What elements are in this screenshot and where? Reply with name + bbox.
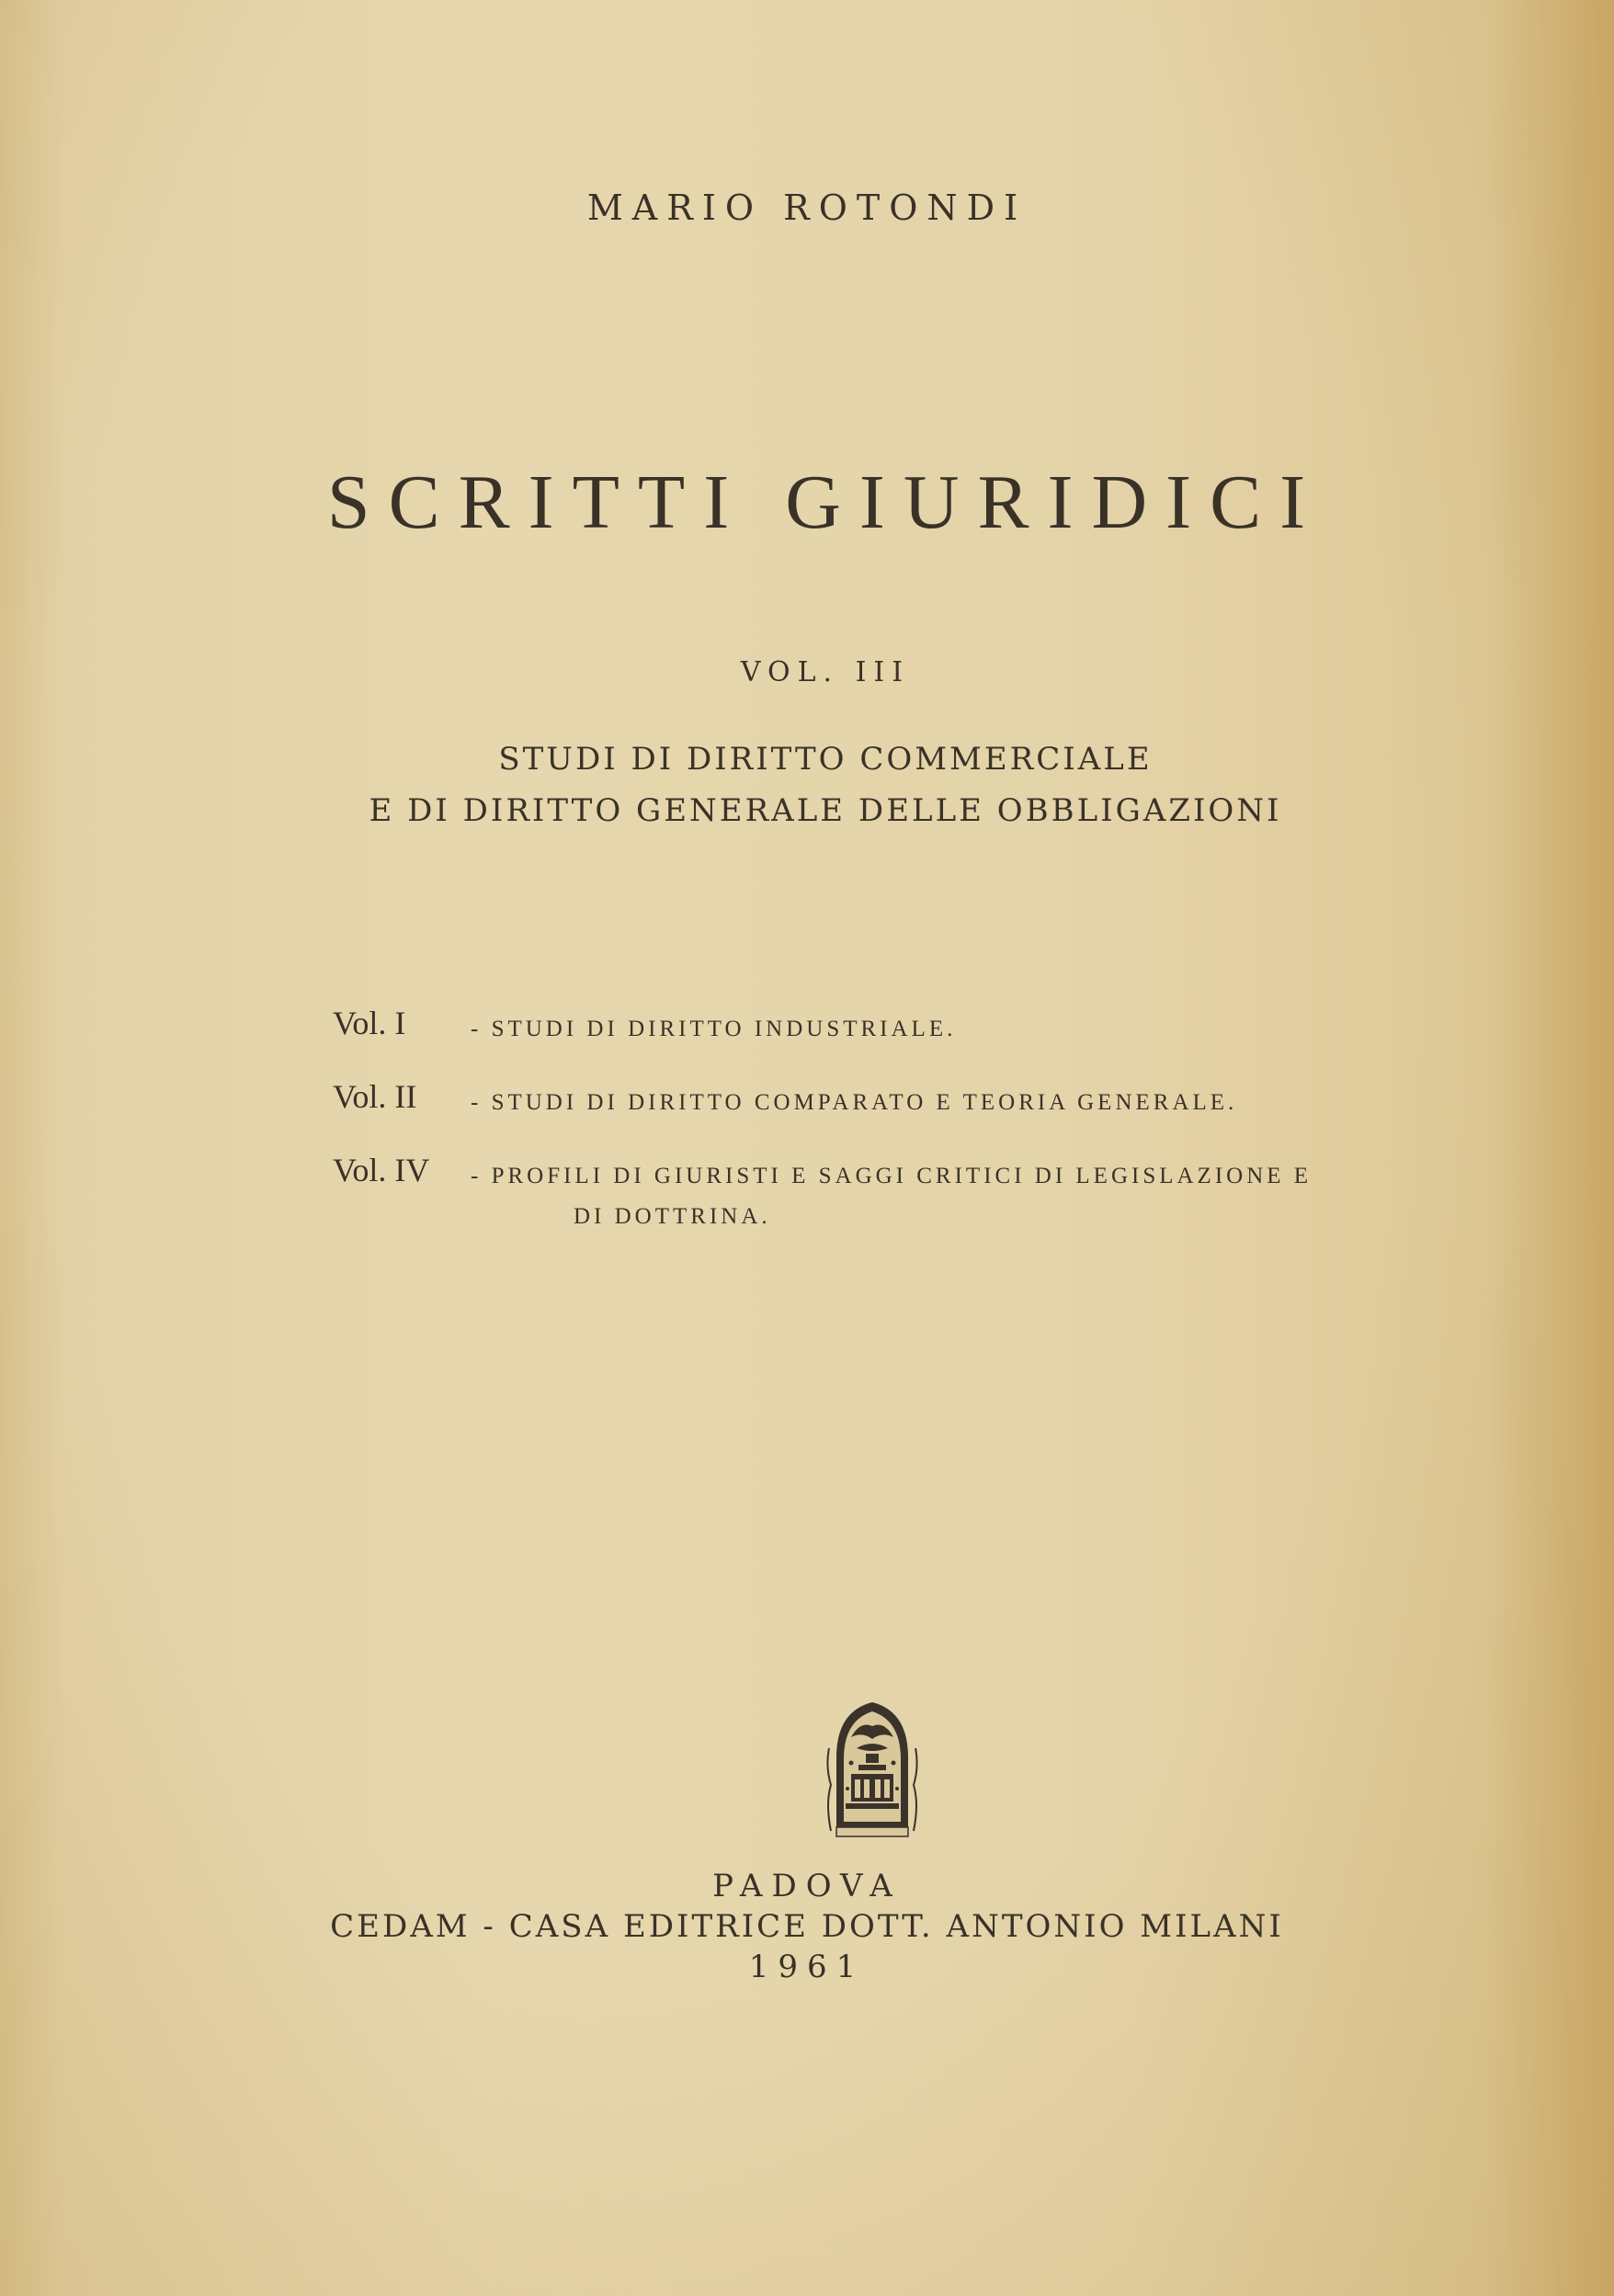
subtitle-line-1: STUDI DI DIRITTO COMMERCIALE: [498, 741, 1153, 778]
volume-label: Vol. II: [333, 1078, 417, 1115]
volume-number: VOL. III: [740, 656, 911, 688]
volume-description: - STUDI DI DIRITTO COMPARATO E TEORIA GENERALE.: [471, 1090, 1238, 1115]
author-name: MARIO ROTONDI: [586, 188, 1028, 228]
list-item: [333, 1151, 1417, 1237]
imprint-publisher: CEDAM - CASA EDITRICE DOTT. ANTONIO MILANI: [330, 1908, 1284, 1945]
imprint: [0, 1866, 1614, 1987]
list-item: [333, 1004, 1417, 1050]
book-title: SCRITTI GIURIDICI: [326, 460, 1324, 545]
imprint-year: 1961: [748, 1949, 866, 1985]
publisher-emblem-icon: [824, 1693, 921, 1840]
imprint-city: PADOVA: [712, 1868, 902, 1904]
subtitle-line-2: E DI DIRITTO GENERALE DELLE OBBLIGAZIONI: [369, 792, 1282, 829]
volume-label: Vol. IV: [333, 1152, 430, 1188]
list-item: [333, 1077, 1417, 1123]
volume-subtitle: [18, 733, 1614, 836]
volume-description: [471, 1151, 1417, 1237]
volume-description: - STUDI DI DIRITTO INDUSTRIALE.: [471, 1017, 957, 1041]
volume-description-line-2: DI DOTTRINA.: [574, 1204, 771, 1229]
volume-description-line-1: - PROFILI DI GIURISTI E SAGGI CRITICI DI LEGISLAZIONE E: [471, 1164, 1313, 1188]
other-volumes-list: [333, 1004, 1417, 1265]
volume-label: Vol. I: [333, 1005, 406, 1041]
